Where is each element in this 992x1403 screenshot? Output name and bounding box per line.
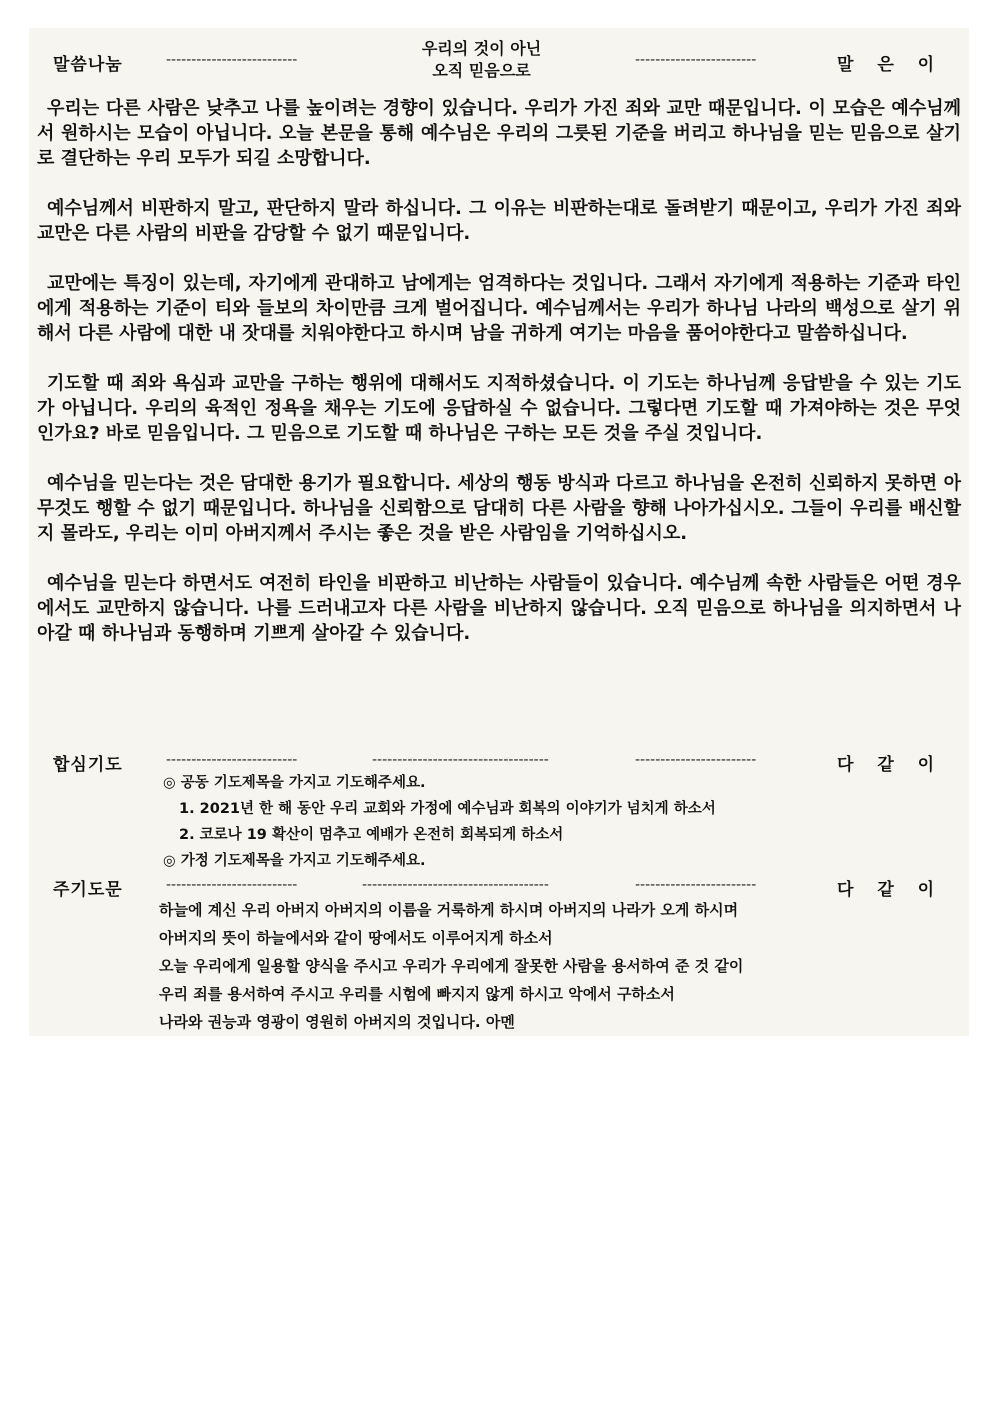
sermon-paragraph: 교만에는 특징이 있는데, 자기에게 관대하고 남에게는 엄격하다는 것입니다. 그래서 자기에게 적용하는 기준과 타인에게 적용하는 기준이 티와 들보의 차이만큼 크게 벌어집니다. 예수님께서는 우리가 하나님 나라의 백성으로 살기 위해서 다른 사람에 대한 내 잣대를 치워야한다고 하시며 남을 귀하게 여기는 마음을 품어야한다고 말씀하십니다. bbox=[37, 273, 961, 344]
sermon-paragraph: 예수님을 믿는다 하면서도 여전히 타인을 비판하고 비난하는 사람들이 있습니다. 예수님께 속한 사람들은 어떤 경우에서도 교만하지 않습니다. 나를 드러내고자 다른 사람을 비난하지 않습니다. 오직 믿음으로 하나님을 의지하면서 나아갈 때 하나님과 동행하며 기쁘게 살아갈 수 있습니다. bbox=[37, 573, 961, 644]
sermon-paragraph: 우리는 다른 사람은 낮추고 나를 높이려는 경향이 있습니다. 우리가 가진 죄와 교만 때문입니다. 이 모습은 예수님께서 원하시는 모습이 아닙니다. 오늘 본문을 통해 예수님은 우리의 그릇된 기준을 버리고 하나님을 믿는 믿음으로 살기로 결단하는 우리 모두가 되길 소망합니다. bbox=[37, 98, 961, 169]
sermon-body bbox=[37, 96, 961, 671]
prayer-topic-heading: ◎ 가정 기도제목을 가지고 기도해주세요. bbox=[163, 853, 426, 869]
divider-right: ------------------------ bbox=[635, 52, 757, 68]
sermon-paragraph: 예수님께서 비판하지 말고, 판단하지 말라 하십니다. 그 이유는 비판하는대로 돌려받기 때문이고, 우리가 가진 죄와 교만은 다른 사람의 비판을 감당할 수 없기 때문입니다. bbox=[37, 198, 961, 244]
lords-prayer-line: 오늘 우리에게 일용할 양식을 주시고 우리가 우리에게 잘못한 사람을 용서하여 준 것 같이 bbox=[159, 957, 744, 975]
divider-b: ----------------------------------- bbox=[372, 752, 549, 768]
prayer-topic-heading: ◎ 공동 기도제목을 가지고 기도해주세요. bbox=[163, 775, 426, 791]
sermon-title bbox=[399, 38, 564, 82]
sermon-paragraph: 예수님을 믿는다는 것은 담대한 용기가 필요합니다. 세상의 행동 방식과 다르고 하나님을 온전히 신뢰하지 못하면 아무것도 행할 수 없기 때문입니다. 하나님을 신뢰함으로 담대히 다른 사람을 향해 나아가십시오. 그들이 우리를 배신할지 몰라도, 우리는 이미 아버지께서 주시는 좋은 것을 받은 사람임을 기억하십시오. bbox=[37, 473, 961, 544]
sermon-header bbox=[29, 36, 969, 86]
section-label-sermon: 말씀나눔 bbox=[53, 55, 123, 75]
section-label-lords-prayer: 주기도문 bbox=[53, 880, 123, 900]
sermon-title-line2: 오직 믿음으로 bbox=[432, 61, 531, 80]
lords-prayer-header bbox=[29, 871, 969, 899]
lords-prayer-line: 하늘에 계신 우리 아버지 아버지의 이름을 거룩하게 하시며 아버지의 나라가 오게 하시며 bbox=[159, 901, 739, 919]
prayer-topic-item: 1. 2021년 한 해 동안 우리 교회와 가정에 예수님과 회복의 이야기가 넘치게 하소서 bbox=[179, 801, 716, 817]
divider-c: ------------------------ bbox=[635, 752, 757, 768]
lords-prayer-text bbox=[159, 896, 743, 1036]
lords-prayer-line: 우리 죄를 용서하여 주시고 우리를 시험에 빠지지 않게 하시고 악에서 구하소서 bbox=[159, 985, 675, 1003]
divider-c: ------------------------ bbox=[635, 877, 757, 893]
participant-label: 다 같 이 bbox=[837, 880, 935, 900]
prayer-topics bbox=[163, 770, 716, 874]
participant-label: 다 같 이 bbox=[837, 755, 935, 775]
prayer-topic-item: 2. 코로나 19 확산이 멈추고 예배가 온전히 회복되게 하소서 bbox=[179, 827, 564, 843]
divider-a: -------------------------- bbox=[166, 877, 298, 893]
bulletin-sheet bbox=[29, 28, 969, 1036]
divider-left: -------------------------- bbox=[166, 52, 298, 68]
divider-a: -------------------------- bbox=[166, 752, 298, 768]
sermon-paragraph: 기도할 때 죄와 욕심과 교만을 구하는 행위에 대해서도 지적하셨습니다. 이 기도는 하나님께 응답받을 수 있는 기도가 아닙니다. 우리의 육적인 정욕을 채우는 기도에 응답하실 수 없습니다. 그렇다면 기도할 때 가져야하는 것은 무엇인가요? 바로 믿음입니다. 그 믿음으로 기도할 때 하나님은 구하는 모든 것을 주실 것입니다. bbox=[37, 373, 961, 444]
lords-prayer-line: 아버지의 뜻이 하늘에서와 같이 땅에서도 이루어지게 하소서 bbox=[159, 929, 553, 947]
section-label-unison-prayer: 합심기도 bbox=[53, 755, 123, 775]
speaker-label: 말 은 이 bbox=[837, 55, 935, 75]
lords-prayer-line: 나라와 권능과 영광이 영원히 아버지의 것입니다. 아멘 bbox=[159, 1013, 515, 1031]
sermon-title-line1: 우리의 것이 아닌 bbox=[421, 39, 542, 58]
divider-b: ------------------------------------- bbox=[362, 877, 549, 893]
